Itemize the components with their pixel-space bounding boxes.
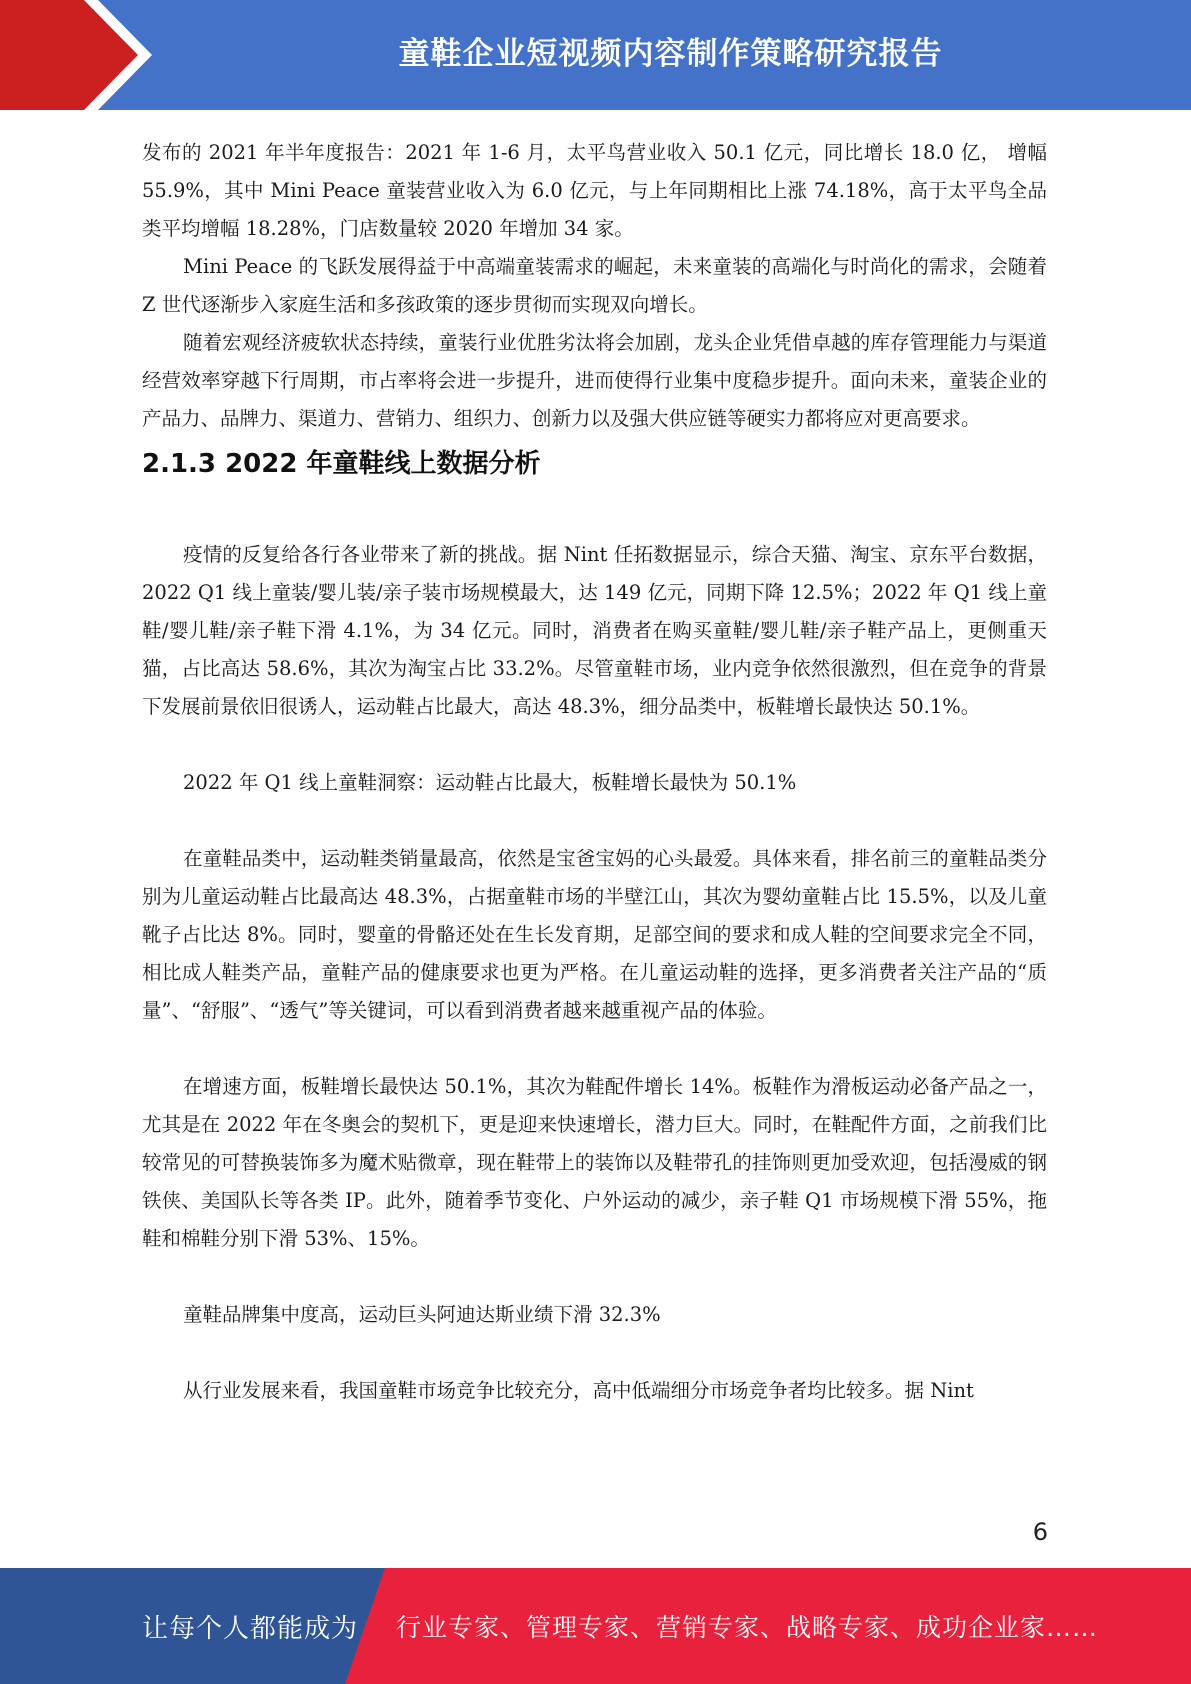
paragraph-1: 发布的 2021 年半年度报告：2021 年 1-6 月，太平鸟营业收入 50.1 亿元，同比增长 18.0 亿， 增幅 55.9%，其中 Mini Peace 童装营业收入为 6.0 亿元，与上年同期相比上涨 74.18%，高于太平鸟全品类平均增幅 18.28%，门店数量较 2020 年增加 34 家。 (142, 141, 1047, 240)
subheading-2: 童鞋品牌集中度高，运动巨头阿迪达斯业绩下滑 32.3% (183, 1303, 661, 1326)
document-body (142, 134, 1047, 1410)
page-number: 6 (1032, 1518, 1048, 1546)
footer-banner (0, 1568, 1191, 1684)
footer-slogan-left: 让每个人都能成为 (142, 1613, 359, 1644)
paragraph-4: 疫情的反复给各行各业带来了新的挑战。据 Nint 任拓数据显示，综合天猫、淘宝、京东平台数据，2022 Q1 线上童装/婴儿装/亲子装市场规模最大，达 149 亿元，同期下降 12.5%；2022 年 Q1 线上童鞋/婴儿鞋/亲子鞋下滑 4.1%，为 34 亿元。同时，消费者在购买童鞋/婴儿鞋/亲子鞋产品上，更侧重天猫，占比高达 58.6%，其次为淘宝占比 33.2%。尽管童鞋市场，业内竞争依然很激烈，但在竞争的背景下发展前景依旧很诱人，运动鞋占比最大，高达 48.3%，细分品类中，板鞋增长最快达 50.1%。 (142, 543, 1047, 718)
paragraph-6: 在增速方面，板鞋增长最快达 50.1%，其次为鞋配件增长 14%。板鞋作为滑板运动必备产品之一，尤其是在 2022 年在冬奥会的契机下，更是迎来快速增长，潜力巨大。同时，在鞋配件方面，之前我们比较常见的可替换装饰多为魔术贴微章，现在鞋带上的装饰以及鞋带孔的挂饰则更加受欢迎，包括漫威的钢铁侠、美国队长等各类 IP。此外，随着季节变化、户外运动的减少，亲子鞋 Q1 市场规模下滑 55%，拖鞋和棉鞋分别下滑 53%、15%。 (142, 1075, 1047, 1250)
paragraph-3: 随着宏观经济疲软状态持续，童装行业优胜劣汰将会加剧，龙头企业凭借卓越的库存管理能力与渠道经营效率穿越下行周期，市占率将会进一步提升，进而使得行业集中度稳步提升。面向未来，童装企业的产品力、品牌力、渠道力、营销力、组织力、创新力以及强大供应链等硬实力都将应对更高要求。 (142, 331, 1047, 430)
paragraph-7: 从行业发展来看，我国童鞋市场竞争比较充分，高中低端细分市场竞争者均比较多。据 Nint (183, 1379, 974, 1402)
paragraph-2: Mini Peace 的飞跃发展得益于中高端童装需求的崛起，未来童装的高端化与时尚化的需求，会随着 Z 世代逐渐步入家庭生活和多孩政策的逐步贯彻而实现双向增长。 (142, 255, 1047, 316)
footer-slogan-right: 行业专家、管理专家、营销专家、战略专家、成功企业家…… (396, 1613, 1099, 1642)
subheading-1: 2022 年 Q1 线上童鞋洞察：运动鞋占比最大，板鞋增长最快为 50.1% (183, 771, 797, 794)
paragraph-5: 在童鞋品类中，运动鞋类销量最高，依然是宝爸宝妈的心头最爱。具体来看，排名前三的童鞋品类分别为儿童运动鞋占比最高达 48.3%，占据童鞋市场的半壁江山，其次为婴幼童鞋占比 15.5%，以及儿童靴子占比达 8%。同时，婴童的骨骼还处在生长发育期，足部空间的要求和成人鞋的空间要求完全不同，相比成人鞋类产品，童鞋产品的健康要求也更为严格。在儿童运动鞋的选择，更多消费者关注产品的“质量”、“舒服”、“透气”等关键词，可以看到消费者越来越重视产品的体验。 (142, 847, 1047, 1022)
section-heading: 2.1.3 2022 年童鞋线上数据分析 (142, 449, 541, 479)
header-banner (0, 0, 1191, 110)
report-title: 童鞋企业短视频内容制作策略研究报告 (398, 35, 943, 72)
header-chevron-logo (0, 0, 160, 110)
